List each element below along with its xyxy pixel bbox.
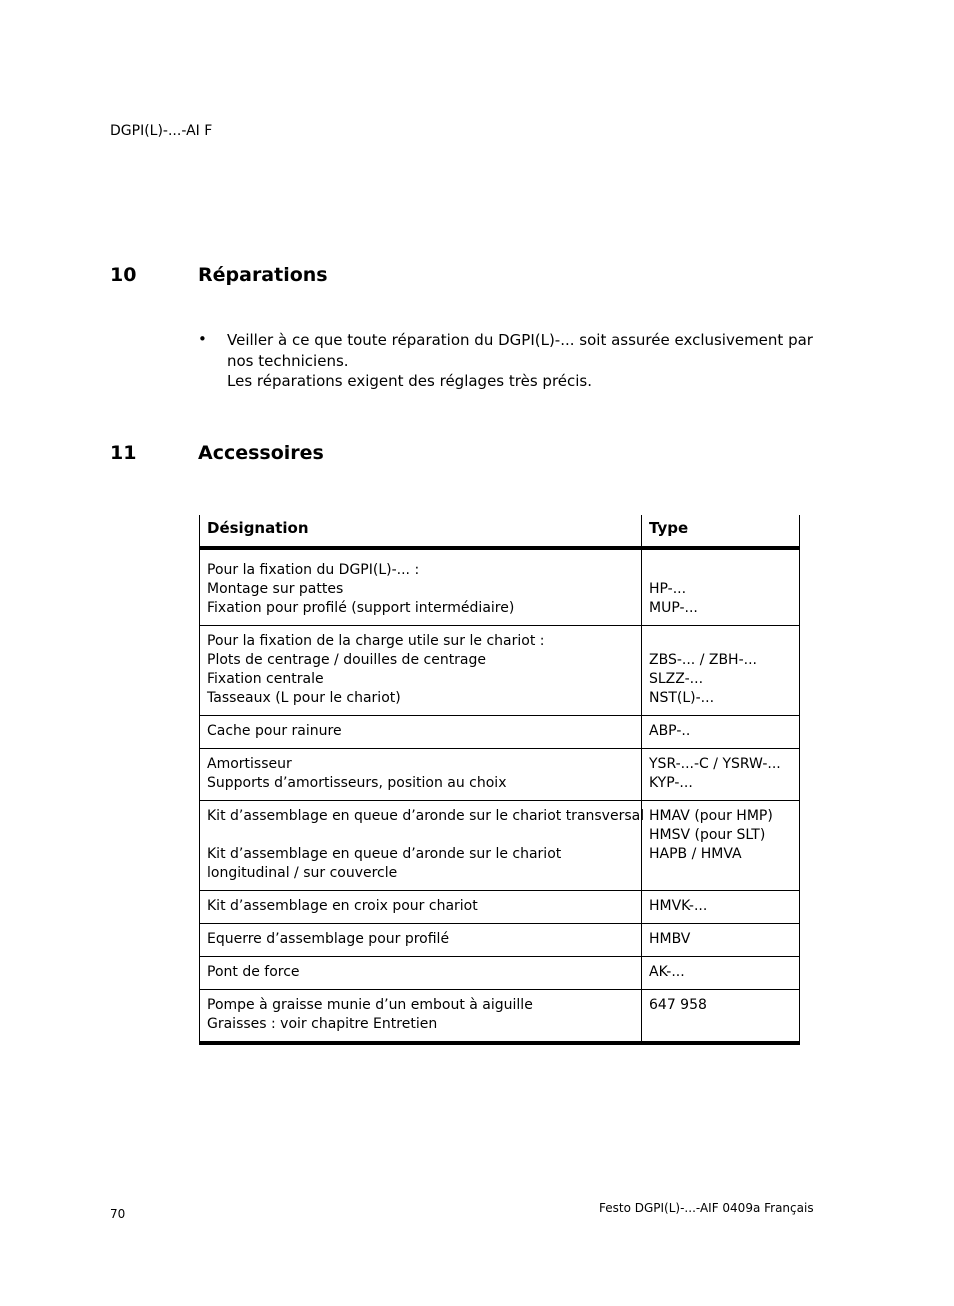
repairs-line: Les réparations exigent des réglages très précis.: [227, 372, 593, 390]
cell-text-line: Kit d’assemblage en queue d’aronde sur le chariot longitudinal / sur couvercle: [207, 846, 562, 881]
cell-text-line: Kit d’assemblage en croix pour chariot: [207, 898, 478, 914]
cell-spacer: [207, 826, 634, 845]
cell-text-line: Tasseaux (L pour le chariot): [207, 690, 401, 706]
cell-text-line: ABP-..: [649, 723, 691, 739]
type-cell: [642, 990, 800, 1044]
cell-text-line: YSR-...-C / YSRW-...: [649, 756, 781, 772]
document-header: DGPI(L)-...-AI F: [110, 123, 213, 139]
cell-text-line: HMSV (pour SLT): [649, 827, 766, 843]
table-row: [200, 716, 800, 749]
accessories-table: [199, 515, 800, 1045]
table-header-row: [200, 515, 800, 548]
designation-cell: [200, 716, 642, 749]
cell-text-line: Fixation pour profilé (support intermédiaire): [207, 600, 515, 616]
table-row: [200, 801, 800, 891]
repairs-line: nos techniciens.: [227, 351, 349, 370]
cell-text-line: MUP-...: [649, 600, 698, 616]
designation-cell: [200, 924, 642, 957]
designation-cell: [200, 957, 642, 990]
cell-text-line: Fixation centrale: [207, 671, 324, 687]
type-cell: [642, 626, 800, 716]
designation-cell: [200, 626, 642, 716]
cell-text-line: Pour la fixation du DGPI(L)-... :: [207, 562, 420, 578]
type-cell: [642, 716, 800, 749]
type-cell: [642, 891, 800, 924]
cell-text-line: AK-...: [649, 964, 685, 980]
footer-doc-info: Festo DGPI(L)-...-AIF 0409a Français: [599, 1201, 814, 1215]
designation-cell: [200, 801, 645, 891]
cell-text-line: Supports d’amortisseurs, position au choix: [207, 775, 507, 791]
cell-text-line: Plots de centrage / douilles de centrage: [207, 652, 487, 668]
cell-text-line: 647 958: [649, 997, 707, 1013]
table-row: [200, 957, 800, 990]
cell-text-line: KYP-...: [649, 775, 693, 791]
bullet-marker: •: [198, 330, 207, 348]
column-header-type: Type: [642, 515, 800, 548]
designation-cell: [200, 990, 642, 1044]
section-number-repairs: 10: [110, 264, 137, 286]
cell-spacer: [649, 561, 792, 580]
cell-text-line: Pour la fixation de la charge utile sur le chariot :: [207, 633, 545, 649]
section-title-repairs: Réparations: [198, 264, 328, 286]
type-cell: [642, 957, 800, 990]
table-row: [200, 924, 800, 957]
type-cell: [642, 749, 800, 801]
cell-text-line: Kit d’assemblage en queue d’aronde sur le chariot transversal: [207, 808, 645, 824]
section-title-accessories: Accessoires: [198, 442, 324, 464]
cell-text-line: HMVK-...: [649, 898, 708, 914]
cell-text-line: SLZZ-...: [649, 671, 704, 687]
section-number-accessories: 11: [110, 442, 137, 464]
cell-text-line: Graisses : voir chapitre Entretien: [207, 1016, 438, 1032]
table-row: [200, 548, 800, 626]
designation-cell: [200, 548, 642, 626]
cell-text-line: Amortisseur: [207, 756, 292, 772]
designation-cell: [200, 891, 642, 924]
cell-text-line: HP-...: [649, 581, 687, 597]
cell-text-line: Equerre d’assemblage pour profilé: [207, 931, 450, 947]
repairs-bullet-text: [227, 330, 813, 392]
designation-cell: [200, 749, 642, 801]
cell-text-line: Montage sur pattes: [207, 581, 344, 597]
cell-text-line: HAPB / HMVA: [649, 846, 742, 862]
cell-text-line: ZBS-... / ZBH-...: [649, 652, 757, 668]
type-cell: [642, 924, 800, 957]
type-cell: [642, 548, 800, 626]
cell-text-line: Pompe à graisse munie d’un embout à aiguille: [207, 997, 533, 1013]
page-number: 70: [110, 1207, 126, 1221]
cell-spacer: [649, 632, 792, 651]
table-row: [200, 626, 800, 716]
cell-text-line: HMAV (pour HMP): [649, 808, 773, 824]
cell-text-line: HMBV: [649, 931, 691, 947]
type-cell: [642, 801, 800, 891]
cell-text-line: NST(L)-...: [649, 690, 715, 706]
repairs-line: Veiller à ce que toute réparation du DGPI(L)-... soit assurée exclusivement par: [227, 331, 813, 349]
cell-text-line: Pont de force: [207, 964, 300, 980]
cell-text-line: Cache pour rainure: [207, 723, 342, 739]
column-header-designation: Désignation: [200, 515, 642, 548]
table-row: [200, 749, 800, 801]
table-row: [200, 990, 800, 1044]
table-row: [200, 891, 800, 924]
